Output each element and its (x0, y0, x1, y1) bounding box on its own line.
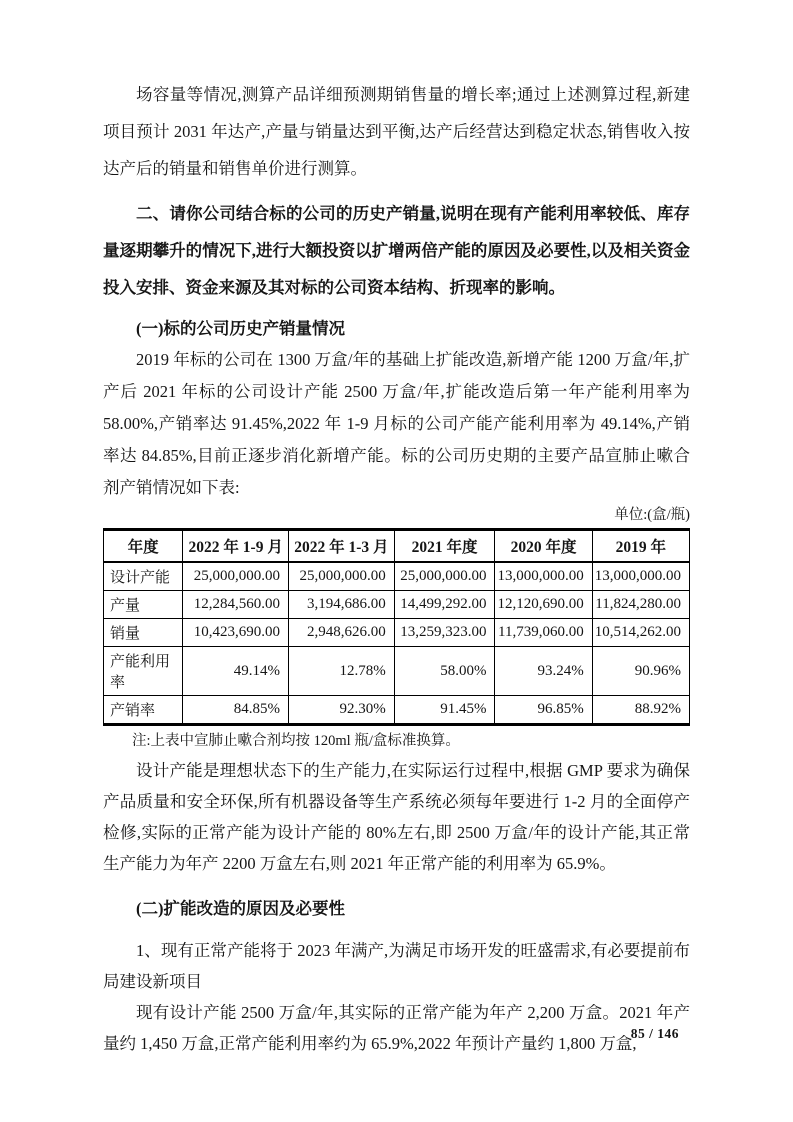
row-label: 设计产能 (104, 562, 183, 591)
row-label: 产销率 (104, 696, 183, 725)
table-cell: 12,284,560.00 (183, 591, 289, 619)
table-cell: 12,120,690.00 (495, 591, 592, 619)
table-cell: 25,000,000.00 (183, 562, 289, 591)
table-cell: 14,499,292.00 (394, 591, 495, 619)
table-cell: 25,000,000.00 (289, 562, 395, 591)
table-cell: 11,739,060.00 (495, 619, 592, 647)
table-cell: 92.30% (289, 696, 395, 725)
row-label: 产量 (104, 591, 183, 619)
table-row-design-capacity (104, 562, 690, 591)
page-number: 85 / 146 (630, 1026, 679, 1041)
paragraph-forecast-continuation: 场容量等情况,测算产品详细预测期销售量的增长率;通过上述测算过程,新建项目预计 2031 年达产,产量与销量达到平衡,达产后经营达到稳定状态,销售收入按达产后的销量和销售单价进行测算。 (103, 85, 690, 178)
question-2-heading: 二、请你公司结合标的公司的历史产销量,说明在现有产能利用率较低、库存量逐期攀升的情况下,进行大额投资以扩增两倍产能的原因及必要性,以及相关资金投入安排、资金来源及其对标的公司资本结构、折现率的影响。 (103, 204, 690, 297)
table-cell: 88.92% (592, 696, 689, 725)
table-cell: 96.85% (495, 696, 592, 725)
table-header-row (104, 530, 690, 563)
table-header-2020: 2020 年度 (495, 530, 592, 563)
table-cell: 12.78% (289, 647, 395, 696)
table-cell: 11,824,280.00 (592, 591, 689, 619)
row-label: 销量 (104, 619, 183, 647)
paragraph-current-capacity: 现有设计产能 2500 万盒/年,其实际的正常产能为年产 2,200 万盒。2021 年产量约 1,450 万盒,正常产能利用率约为 65.9%,2022 年预计产量约 1,800 万盒, (103, 1003, 690, 1053)
table-header-2019: 2019 年 (592, 530, 689, 563)
table-cell: 84.85% (183, 696, 289, 725)
table-cell: 93.24% (495, 647, 592, 696)
section-1-heading: (一)标的公司历史产销量情况 (136, 319, 345, 338)
table-header-2022-1-9: 2022 年 1-9 月 (183, 530, 289, 563)
table-row-sales-production-ratio (104, 696, 690, 725)
table-cell: 3,194,686.00 (289, 591, 395, 619)
paragraph-design-capacity: 设计产能是理想状态下的生产能力,在实际运行过程中,根据 GMP 要求为确保产品质量和安全环保,所有机器设备等生产系统必须每年要进行 1-2 月的全面停产检修,实际的正常产能为设计产能的 80%左右,即 2500 万盒/年的设计产能,其正常生产能力为年产 2200 万盒左右,则 2021 年正常产能的利用率为 65.9%。 (103, 761, 690, 873)
table-note: 注:上表中宣肺止嗽合剂均按 120ml 瓶/盒标准换算。 (132, 733, 460, 749)
table-cell: 49.14% (183, 647, 289, 696)
table-cell: 2,948,626.00 (289, 619, 395, 647)
table-cell: 13,000,000.00 (592, 562, 689, 591)
table-cell: 58.00% (394, 647, 495, 696)
table-header-2022-1-3: 2022 年 1-3 月 (289, 530, 395, 563)
table-cell: 10,514,262.00 (592, 619, 689, 647)
section-2-heading: (二)扩能改造的原因及必要性 (136, 899, 345, 918)
table-row-sales-volume (104, 619, 690, 647)
table-unit-label: 单位:(盒/瓶) (614, 507, 690, 523)
paragraph-history-production: 2019 年标的公司在 1300 万盒/年的基础上扩能改造,新增产能 1200 万盒/年,扩产后 2021 年标的公司设计产能 2500 万盒/年,扩能改造后第一年产能利用率为 58.00%,产销率达 91.45%,2022 年 1-9 月标的公司产能产能利用率为 49.14%,产销率达 84.85%,目前正逐步消化新增产能。标的公司历史期的主要产品宣肺止嗽合剂产销情况如下表: (103, 350, 690, 497)
table-cell: 25,000,000.00 (394, 562, 495, 591)
point-1-heading-text: 1、现有正常产能将于 2023 年满产,为满足市场开发的旺盛需求,有必要提前布局建设新项目 (103, 941, 690, 991)
table-row-capacity-utilization (104, 647, 690, 696)
table-cell: 13,259,323.00 (394, 619, 495, 647)
table-header-year: 年度 (104, 530, 183, 563)
production-sales-table (103, 528, 690, 726)
table-cell: 10,423,690.00 (183, 619, 289, 647)
table-row-output (104, 591, 690, 619)
table-cell: 13,000,000.00 (495, 562, 592, 591)
table-cell: 90.96% (592, 647, 689, 696)
table-header-2021: 2021 年度 (394, 530, 495, 563)
row-label: 产能利用率 (104, 647, 183, 696)
table-cell: 91.45% (394, 696, 495, 725)
